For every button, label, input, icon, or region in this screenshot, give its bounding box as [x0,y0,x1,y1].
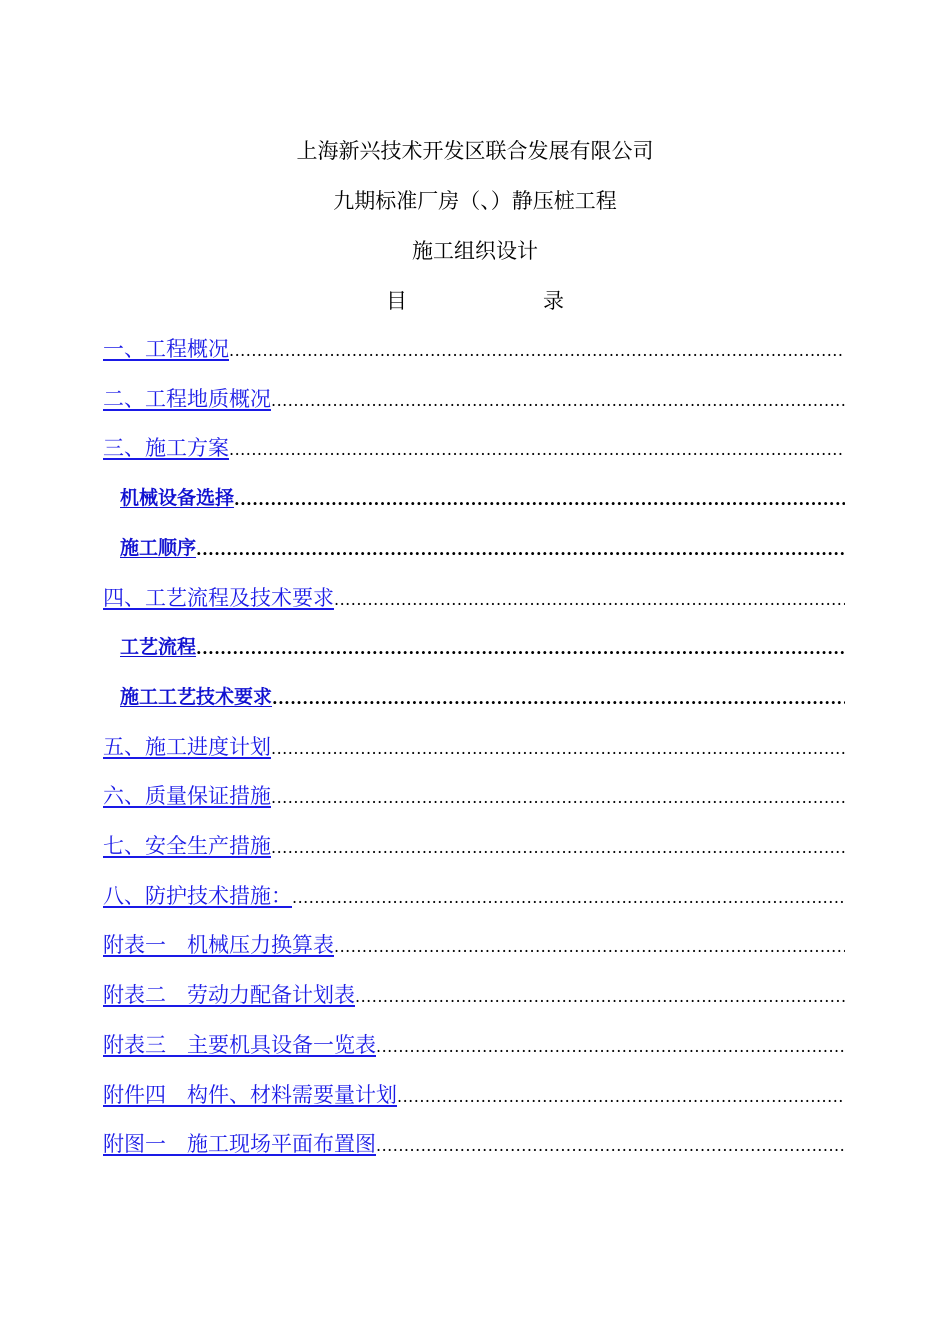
toc-entry[interactable] [103,1029,845,1059]
toc-link[interactable]: 附件四 构件、材料需要量计划 [103,1083,397,1107]
toc-link[interactable]: 施工工艺技术要求 [120,686,273,708]
company-name: 上海新兴技术开发区联合发展有限公司 [296,139,654,163]
toc-dot-leader [376,1137,845,1155]
toc-link[interactable]: 附表三 主要机具设备一览表 [103,1033,376,1057]
toc-link[interactable]: 一、工程概况 [103,337,229,361]
toc-dot-leader [271,392,845,410]
toc-entry[interactable] [120,631,845,661]
toc-entry[interactable] [103,432,845,462]
toc-link[interactable]: 附表一 机械压力换算表 [103,933,334,957]
toc-link[interactable]: 七、安全生产措施 [103,834,271,858]
toc-dot-leader [271,740,845,758]
toc-link[interactable]: 机械设备选择 [120,487,235,509]
toc-dot-leader [376,1038,845,1056]
toc-link[interactable]: 施工顺序 [120,537,197,559]
toc-dot-leader [196,541,845,559]
toc-heading-right: 录 [543,289,564,313]
toc-entry[interactable] [103,582,845,612]
toc-dot-leader [397,1088,845,1106]
toc-entry[interactable] [103,333,845,363]
toc-link[interactable]: 八、防护技术措施： [103,884,292,908]
toc-link[interactable]: 二、工程地质概况 [103,387,271,411]
toc-dot-leader [271,839,845,857]
toc-dot-leader [334,591,845,609]
toc-entry[interactable] [103,731,845,761]
toc-dot-leader [271,789,845,807]
toc-entry[interactable] [120,532,845,562]
document-type: 施工组织设计 [412,239,538,263]
toc-link[interactable]: 四、工艺流程及技术要求 [103,586,334,610]
toc-link[interactable]: 附图一 施工现场平面布置图 [103,1132,376,1156]
project-title: 九期标准厂房（、）静压桩工程 [333,189,617,213]
toc-heading-left: 目 [386,289,407,313]
toc-entry[interactable] [103,1128,845,1158]
toc-entry[interactable] [103,979,845,1009]
toc-entry[interactable] [103,1079,845,1109]
toc-dot-leader [334,938,845,956]
toc-dot-leader [229,342,845,360]
toc-entry[interactable] [103,383,845,413]
toc-dot-leader [234,491,845,509]
toc-dot-leader [272,690,845,708]
toc-entry[interactable] [120,482,845,512]
toc-link[interactable]: 五、施工进度计划 [103,735,271,759]
toc-entry[interactable] [103,929,845,959]
toc-link[interactable]: 六、质量保证措施 [103,784,271,808]
toc-entry[interactable] [120,681,845,711]
toc-heading [0,287,950,315]
toc-dot-leader [355,988,845,1006]
toc-link[interactable]: 工艺流程 [120,636,197,658]
toc-dot-leader [292,889,845,907]
toc-dot-leader [196,640,845,658]
toc-entry[interactable] [103,830,845,860]
toc-entry[interactable] [103,780,845,810]
toc-dot-leader [229,441,845,459]
toc-link[interactable]: 附表二 劳动力配备计划表 [103,983,355,1007]
toc-entry[interactable] [103,880,845,910]
toc-link[interactable]: 三、施工方案 [103,436,229,460]
